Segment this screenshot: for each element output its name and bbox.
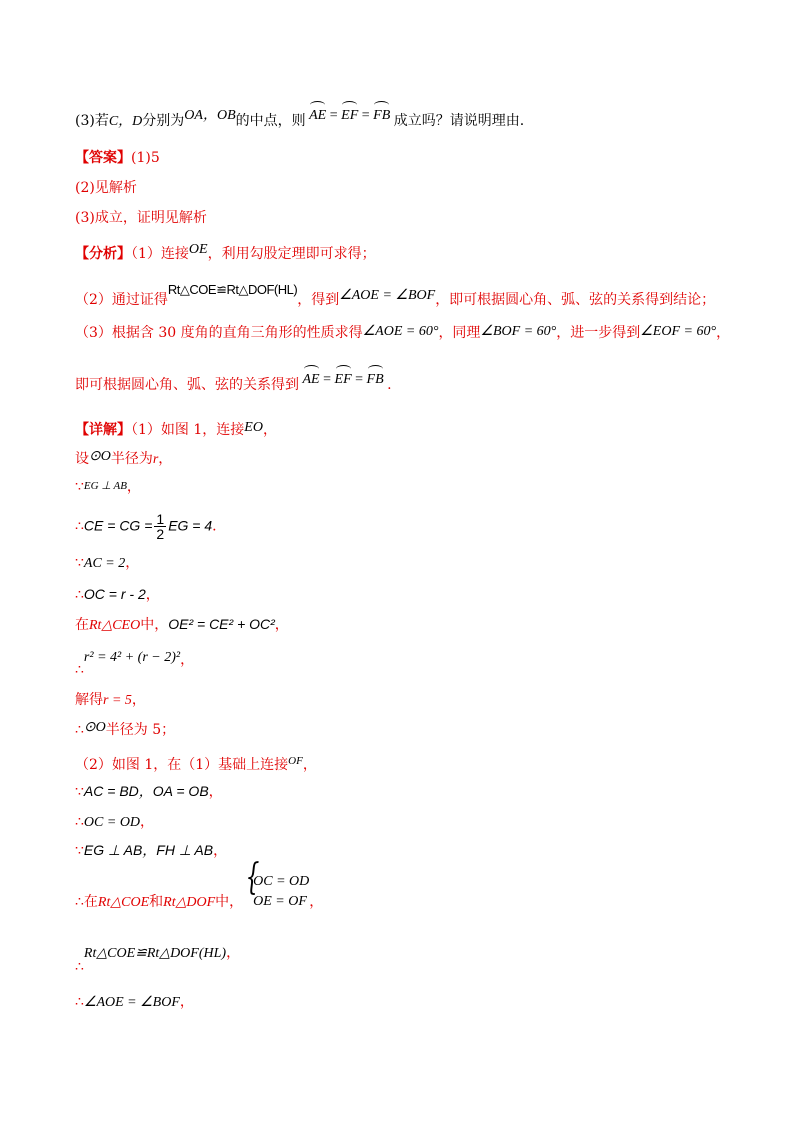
- detail-line-15: [75, 872, 323, 913]
- analysis-line-2: [75, 280, 715, 310]
- detail-line-11: [75, 751, 317, 775]
- detail-d12-expr: AC = BD，OA = OB: [83, 783, 209, 799]
- detail-d2-r: r: [152, 452, 159, 467]
- detail-d14-end: ，: [213, 843, 228, 859]
- detail-d6-expr: OC = r - 2: [83, 586, 146, 602]
- analysis-p4-text: 即可根据圆心角、弧、弦的关系得到: [75, 377, 299, 393]
- detail-d7-pre: 在: [75, 617, 89, 633]
- analysis-p1-rest: ，利用勾股定理即可求得；: [207, 246, 376, 262]
- analysis-p4-eq1: =: [323, 372, 332, 387]
- q3-text3: 成立吗？请说明理由.: [393, 113, 525, 129]
- analysis-p2-angle: ∠AOE = ∠BOF: [339, 288, 436, 303]
- answer-tag: 【答案】: [75, 150, 131, 166]
- q3-eq1: =: [329, 108, 338, 123]
- detail-d10-text: 半径为 5；: [105, 722, 176, 738]
- q3-points: C，D: [108, 114, 143, 129]
- detail-line-14: [75, 840, 227, 861]
- detail-line-16: [75, 943, 240, 977]
- detail-line-13: [75, 812, 154, 833]
- detail-d17-end: ，: [179, 994, 194, 1010]
- answer-line-3: [75, 208, 207, 228]
- analysis-p3-angle3: ∠EOF = 60°: [640, 324, 717, 339]
- detail-line-12: [75, 781, 223, 802]
- answer-line-1: [75, 148, 160, 168]
- analysis-p3-angle2: ∠BOF = 60°: [480, 324, 557, 339]
- analysis-p1-text: （1）连接: [131, 246, 189, 262]
- detail-d13-expr: OC = OD: [83, 815, 141, 830]
- detail-d3-expr: EG ⊥ AB: [83, 480, 127, 492]
- detail-d12-end: ，: [208, 784, 223, 800]
- q3-prefix: (3)若: [75, 113, 109, 129]
- analysis-arc-fb: FB: [367, 370, 384, 390]
- analysis-tag: 【分析】: [75, 246, 131, 262]
- arc-ef: EF: [341, 106, 358, 126]
- detail-d6-end: ，: [145, 587, 160, 603]
- detail-line-2: [75, 447, 172, 470]
- detail-d4-end: .: [212, 518, 217, 535]
- q3-text1: 分别为: [142, 113, 185, 129]
- therefore-symbol: ∴: [75, 722, 84, 738]
- because-symbol: ∵: [75, 479, 84, 495]
- analysis-line-4: [75, 370, 392, 395]
- equation-system: [243, 872, 309, 912]
- therefore-symbol: ∴: [75, 894, 84, 910]
- detail-d11-end: ，: [302, 757, 317, 773]
- detail-d2-pre: 设: [75, 451, 89, 467]
- detail-line-4: [75, 512, 217, 541]
- detail-line-6: [75, 584, 160, 605]
- detail-d7-end: ，: [274, 617, 289, 633]
- fraction-numerator: 1: [156, 511, 165, 527]
- detail-d16-end: ，: [226, 945, 241, 961]
- detail-d5-expr: AC = 2: [83, 556, 126, 571]
- detail-d2-text: 半径为: [110, 451, 153, 467]
- detail-line-1: [75, 418, 277, 440]
- analysis-p4-end: .: [387, 377, 392, 393]
- analysis-p4-eq2: =: [355, 372, 364, 387]
- analysis-p1-var: OE: [188, 242, 208, 257]
- analysis-p2-congruence: Rt△COE≌Rt△DOF(HL): [167, 282, 298, 297]
- analysis-line-3: [75, 322, 730, 343]
- analysis-line-1: [75, 240, 376, 264]
- detail-d1-text: （1）如图 1，连接: [131, 422, 245, 438]
- analysis-p3-angle1: ∠AOE = 60°: [362, 324, 439, 339]
- analysis-arc-ae: AE: [303, 370, 320, 390]
- detail-d2-end: ，: [158, 451, 173, 467]
- detail-line-5: [75, 553, 139, 574]
- detail-d10-circle: ⊙O: [83, 720, 106, 735]
- detail-d8-expr: r² = 4² + (r − 2)²: [83, 650, 181, 665]
- answer-1: (1)5: [131, 150, 160, 166]
- because-symbol: ∵: [75, 555, 84, 571]
- system-eq-2: OE = OF: [253, 894, 307, 909]
- detail-d7-mid: 中，: [140, 617, 169, 633]
- because-symbol: ∵: [75, 784, 84, 800]
- detail-tag: 【详解】: [75, 422, 131, 438]
- detail-d7-expr: OE² = CE² + OC²: [168, 616, 275, 632]
- analysis-p3-text: （3）根据含 30 度角的直角三角形的性质求得: [75, 325, 363, 341]
- therefore-symbol: ∴: [75, 814, 84, 830]
- detail-d17-expr: ∠AOE = ∠BOF: [83, 995, 180, 1010]
- question-3: [75, 106, 524, 132]
- therefore-symbol: ∴: [75, 959, 84, 975]
- detail-line-17: [75, 992, 194, 1013]
- therefore-symbol: ∴: [75, 662, 84, 678]
- q3-eq2: =: [361, 108, 370, 123]
- detail-d9-expr: r = 5: [103, 693, 132, 708]
- detail-d15-triangle2: Rt△DOF: [163, 895, 216, 910]
- detail-d15-and: 和: [149, 894, 164, 910]
- detail-d7-triangle: Rt△CEO: [89, 618, 141, 633]
- detail-d1-end: ，: [262, 422, 277, 438]
- analysis-arc-ef: EF: [335, 370, 352, 390]
- fraction-denominator: 2: [156, 526, 165, 542]
- detail-d15-triangle1: Rt△COE: [97, 895, 150, 910]
- detail-d15-mid: 中，: [215, 894, 244, 910]
- detail-d8-end: ，: [180, 652, 195, 668]
- detail-d15-pre: 在: [83, 894, 98, 910]
- answer-3: (3)成立，证明见解析: [75, 210, 207, 226]
- therefore-symbol: ∴: [75, 587, 84, 603]
- detail-d16-expr: Rt△COE≌Rt△DOF(HL): [83, 946, 227, 961]
- detail-d3-end: ，: [126, 479, 141, 495]
- analysis-p3-mid1: ，同理: [438, 325, 481, 341]
- therefore-symbol: ∴: [75, 518, 84, 535]
- detail-d1-var: EO: [244, 420, 263, 435]
- detail-d11-var: OF: [288, 755, 303, 767]
- detail-d13-end: ，: [140, 814, 155, 830]
- detail-d4-rhs: EG = 4: [168, 517, 213, 534]
- fraction-one-half: [154, 512, 166, 541]
- arc-fb: FB: [373, 106, 390, 126]
- q3-segments: OA，OB: [184, 108, 236, 123]
- analysis-p3-mid2: ，进一步得到: [556, 325, 641, 341]
- because-symbol: ∵: [75, 843, 84, 859]
- answer-line-2: [75, 178, 137, 198]
- analysis-p2-mid: ，得到: [297, 292, 340, 308]
- detail-d5-end: ，: [125, 555, 140, 571]
- system-eq-1: { OC = OD: [253, 874, 310, 889]
- q3-text2: 的中点，则: [235, 113, 306, 129]
- therefore-symbol: ∴: [75, 994, 84, 1010]
- detail-d2-circle: ⊙O: [89, 449, 111, 464]
- detail-d14-expr: EG ⊥ AB，FH ⊥ AB: [83, 842, 214, 858]
- arc-ae: AE: [309, 106, 326, 126]
- detail-d9-text: 解得: [75, 692, 103, 708]
- detail-line-9: [75, 690, 146, 711]
- answer-2: (2)见解析: [75, 180, 137, 196]
- analysis-p3-end: ，: [716, 325, 731, 341]
- detail-d11-text: （2）如图 1，在（1）基础上连接: [75, 757, 289, 773]
- detail-line-3: [75, 476, 141, 497]
- detail-line-8: [75, 648, 194, 680]
- analysis-p2-text: （2）通过证得: [75, 292, 168, 308]
- analysis-p2-rest: ，即可根据圆心角、弧、弦的关系得到结论；: [435, 292, 716, 308]
- detail-d15-end: ，: [309, 894, 324, 910]
- detail-d4-lhs: CE = CG =: [83, 517, 153, 534]
- detail-line-7: [75, 614, 289, 636]
- detail-d9-end: ，: [131, 692, 146, 708]
- detail-line-10: [75, 718, 175, 740]
